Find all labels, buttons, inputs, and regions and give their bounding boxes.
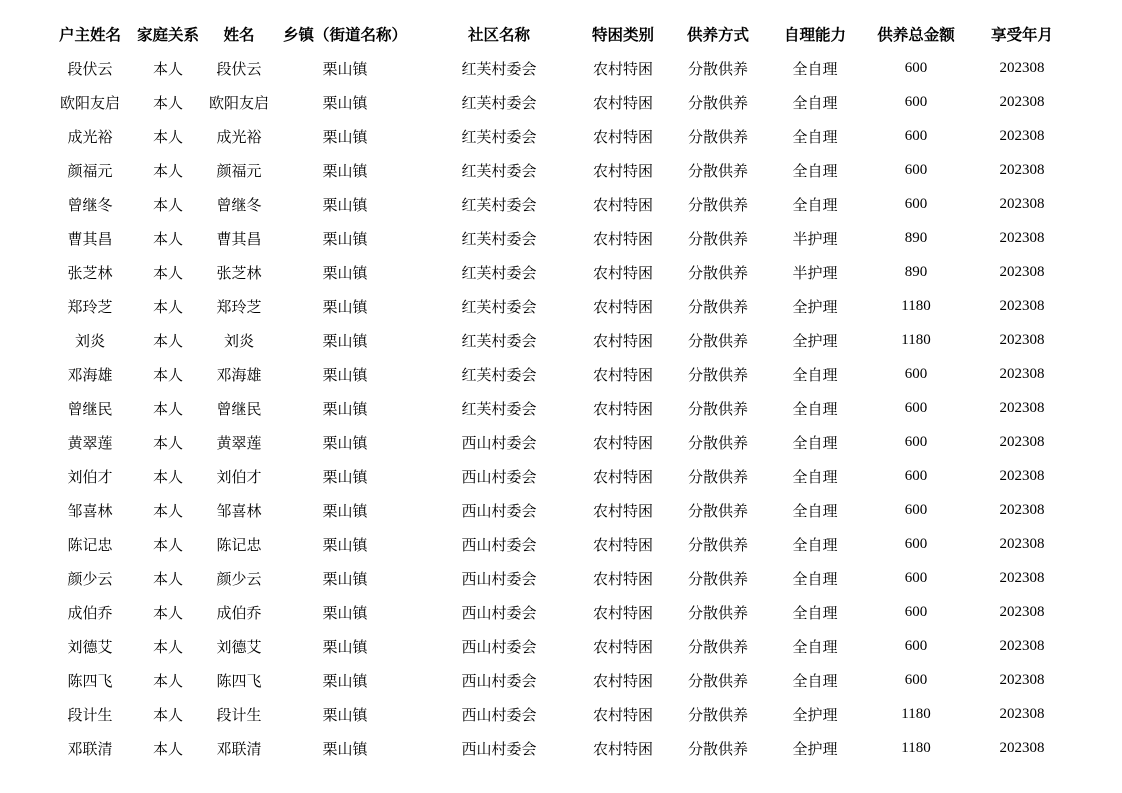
cell-col-relation: 本人 [152, 569, 183, 588]
cell-col-household-head: 刘炎 [74, 331, 105, 350]
cell-col-household-head: 邹喜林 [67, 501, 113, 520]
cell-col-relation: 本人 [152, 365, 183, 384]
header-col-self-care: 自理能力 [783, 25, 846, 44]
cell-col-category: 农村特困 [592, 263, 653, 282]
cell-col-month: 202308 [999, 93, 1045, 110]
cell-col-self-care: 全自理 [792, 93, 838, 112]
cell-col-community: 红芙村委会 [461, 127, 537, 146]
cell-col-name: 张芝林 [216, 263, 262, 282]
table-row [50, 187, 1072, 221]
cell-col-relation: 本人 [152, 229, 183, 248]
cell-col-category: 农村特困 [592, 59, 653, 78]
cell-col-amount: 600 [904, 399, 928, 416]
table-row [50, 153, 1072, 187]
cell-col-community: 红芙村委会 [461, 365, 537, 384]
cell-col-month: 202308 [999, 569, 1045, 586]
cell-col-category: 农村特困 [592, 127, 653, 146]
cell-col-amount: 890 [904, 229, 928, 246]
table-row [50, 561, 1072, 595]
cell-col-name: 邹喜林 [216, 501, 262, 520]
cell-col-relation: 本人 [152, 671, 183, 690]
header-col-month: 享受年月 [990, 25, 1053, 44]
header-col-category: 特困类别 [591, 25, 654, 44]
cell-col-self-care: 全自理 [792, 161, 838, 180]
cell-col-self-care: 全自理 [792, 433, 838, 452]
cell-col-name: 邓联清 [216, 739, 262, 758]
cell-col-self-care: 全护理 [792, 705, 838, 724]
cell-col-category: 农村特困 [592, 569, 653, 588]
cell-col-household-head: 段计生 [67, 705, 113, 724]
cell-col-support-mode: 分散供养 [687, 331, 748, 350]
cell-col-household-head: 邓海雄 [67, 365, 113, 384]
cell-col-name: 成伯乔 [216, 603, 262, 622]
cell-col-self-care: 半护理 [792, 229, 838, 248]
cell-col-support-mode: 分散供养 [687, 93, 748, 112]
table-row [50, 391, 1072, 425]
cell-col-township: 栗山镇 [322, 671, 368, 690]
cell-col-community: 红芙村委会 [461, 59, 537, 78]
cell-col-name: 成光裕 [216, 127, 262, 146]
cell-col-amount: 600 [904, 161, 928, 178]
cell-col-amount: 600 [904, 59, 928, 76]
cell-col-self-care: 全自理 [792, 603, 838, 622]
cell-col-relation: 本人 [152, 603, 183, 622]
table-row [50, 425, 1072, 459]
support-recipients-table [50, 17, 1072, 765]
cell-col-self-care: 全自理 [792, 535, 838, 554]
cell-col-household-head: 刘德艾 [67, 637, 113, 656]
header-row [50, 17, 1072, 51]
cell-col-amount: 600 [904, 433, 928, 450]
cell-col-self-care: 全自理 [792, 501, 838, 520]
cell-col-township: 栗山镇 [322, 467, 368, 486]
cell-col-month: 202308 [999, 603, 1045, 620]
cell-col-household-head: 段伏云 [67, 59, 113, 78]
cell-col-household-head: 颜少云 [67, 569, 113, 588]
cell-col-community: 红芙村委会 [461, 195, 537, 214]
cell-col-month: 202308 [999, 195, 1045, 212]
table-row [50, 289, 1072, 323]
cell-col-relation: 本人 [152, 127, 183, 146]
cell-col-category: 农村特困 [592, 297, 653, 316]
cell-col-amount: 600 [904, 195, 928, 212]
cell-col-name: 段计生 [216, 705, 262, 724]
cell-col-amount: 600 [904, 501, 928, 518]
cell-col-community: 红芙村委会 [461, 297, 537, 316]
cell-col-community: 红芙村委会 [461, 331, 537, 350]
cell-col-month: 202308 [999, 671, 1045, 688]
cell-col-self-care: 全自理 [792, 399, 838, 418]
cell-col-household-head: 颜福元 [67, 161, 113, 180]
header-col-relation: 家庭关系 [136, 25, 199, 44]
header-col-household-head: 户主姓名 [58, 25, 121, 44]
cell-col-support-mode: 分散供养 [687, 569, 748, 588]
table-row [50, 493, 1072, 527]
cell-col-name: 刘伯才 [216, 467, 262, 486]
cell-col-township: 栗山镇 [322, 297, 368, 316]
cell-col-community: 西山村委会 [461, 671, 537, 690]
header-col-amount: 供养总金额 [877, 25, 955, 44]
cell-col-community: 西山村委会 [461, 535, 537, 554]
cell-col-name: 陈四飞 [216, 671, 262, 690]
cell-col-name: 曾继民 [216, 399, 262, 418]
cell-col-name: 刘德艾 [216, 637, 262, 656]
cell-col-township: 栗山镇 [322, 569, 368, 588]
cell-col-township: 栗山镇 [322, 637, 368, 656]
cell-col-township: 栗山镇 [322, 433, 368, 452]
cell-col-relation: 本人 [152, 501, 183, 520]
cell-col-name: 邓海雄 [216, 365, 262, 384]
cell-col-support-mode: 分散供养 [687, 161, 748, 180]
table-row [50, 527, 1072, 561]
cell-col-month: 202308 [999, 229, 1045, 246]
cell-col-category: 农村特困 [592, 705, 653, 724]
cell-col-community: 西山村委会 [461, 739, 537, 758]
cell-col-household-head: 曾继冬 [67, 195, 113, 214]
cell-col-relation: 本人 [152, 467, 183, 486]
cell-col-household-head: 成伯乔 [67, 603, 113, 622]
table-row [50, 51, 1072, 85]
cell-col-amount: 1180 [901, 331, 931, 348]
cell-col-township: 栗山镇 [322, 127, 368, 146]
cell-col-community: 西山村委会 [461, 501, 537, 520]
cell-col-community: 西山村委会 [461, 705, 537, 724]
cell-col-amount: 1180 [901, 297, 931, 314]
cell-col-month: 202308 [999, 705, 1045, 722]
cell-col-amount: 600 [904, 637, 928, 654]
cell-col-month: 202308 [999, 739, 1045, 756]
cell-col-category: 农村特困 [592, 331, 653, 350]
cell-col-amount: 600 [904, 365, 928, 382]
cell-col-self-care: 全自理 [792, 671, 838, 690]
cell-col-category: 农村特困 [592, 195, 653, 214]
table-row [50, 255, 1072, 289]
cell-col-month: 202308 [999, 263, 1045, 280]
cell-col-support-mode: 分散供养 [687, 467, 748, 486]
cell-col-relation: 本人 [152, 59, 183, 78]
table-row [50, 629, 1072, 663]
cell-col-household-head: 曾继民 [67, 399, 113, 418]
cell-col-name: 颜福元 [216, 161, 262, 180]
cell-col-month: 202308 [999, 433, 1045, 450]
table-row [50, 697, 1072, 731]
cell-col-month: 202308 [999, 331, 1045, 348]
cell-col-month: 202308 [999, 127, 1045, 144]
cell-col-relation: 本人 [152, 331, 183, 350]
cell-col-community: 红芙村委会 [461, 399, 537, 418]
cell-col-township: 栗山镇 [322, 263, 368, 282]
cell-col-category: 农村特困 [592, 433, 653, 452]
cell-col-category: 农村特困 [592, 603, 653, 622]
cell-col-category: 农村特困 [592, 501, 653, 520]
cell-col-name: 段伏云 [216, 59, 262, 78]
cell-col-household-head: 曹其昌 [67, 229, 113, 248]
cell-col-name: 曹其昌 [216, 229, 262, 248]
cell-col-relation: 本人 [152, 93, 183, 112]
cell-col-name: 刘炎 [223, 331, 254, 350]
cell-col-month: 202308 [999, 535, 1045, 552]
cell-col-township: 栗山镇 [322, 705, 368, 724]
cell-col-name: 欧阳友启 [208, 93, 269, 112]
table-row [50, 221, 1072, 255]
cell-col-household-head: 黄翠莲 [67, 433, 113, 452]
cell-col-community: 红芙村委会 [461, 93, 537, 112]
cell-col-community: 红芙村委会 [461, 263, 537, 282]
cell-col-relation: 本人 [152, 263, 183, 282]
cell-col-self-care: 半护理 [792, 263, 838, 282]
cell-col-township: 栗山镇 [322, 501, 368, 520]
cell-col-category: 农村特困 [592, 535, 653, 554]
cell-col-amount: 600 [904, 569, 928, 586]
cell-col-month: 202308 [999, 59, 1045, 76]
cell-col-name: 曾继冬 [216, 195, 262, 214]
table-row [50, 731, 1072, 765]
table-row [50, 459, 1072, 493]
cell-col-amount: 890 [904, 263, 928, 280]
cell-col-category: 农村特困 [592, 467, 653, 486]
cell-col-name: 郑玲芝 [216, 297, 262, 316]
cell-col-township: 栗山镇 [322, 229, 368, 248]
cell-col-township: 栗山镇 [322, 331, 368, 350]
cell-col-relation: 本人 [152, 433, 183, 452]
cell-col-household-head: 陈记忠 [67, 535, 113, 554]
cell-col-amount: 600 [904, 93, 928, 110]
cell-col-support-mode: 分散供养 [687, 195, 748, 214]
cell-col-support-mode: 分散供养 [687, 637, 748, 656]
cell-col-support-mode: 分散供养 [687, 603, 748, 622]
cell-col-category: 农村特困 [592, 637, 653, 656]
cell-col-category: 农村特困 [592, 671, 653, 690]
cell-col-support-mode: 分散供养 [687, 229, 748, 248]
cell-col-relation: 本人 [152, 297, 183, 316]
cell-col-month: 202308 [999, 399, 1045, 416]
header-col-support-mode: 供养方式 [686, 25, 749, 44]
cell-col-month: 202308 [999, 161, 1045, 178]
cell-col-household-head: 欧阳友启 [59, 93, 120, 112]
cell-col-community: 红芙村委会 [461, 161, 537, 180]
cell-col-self-care: 全自理 [792, 637, 838, 656]
cell-col-category: 农村特困 [592, 229, 653, 248]
cell-col-township: 栗山镇 [322, 195, 368, 214]
cell-col-self-care: 全自理 [792, 365, 838, 384]
cell-col-category: 农村特困 [592, 161, 653, 180]
cell-col-self-care: 全自理 [792, 195, 838, 214]
table-row [50, 85, 1072, 119]
cell-col-relation: 本人 [152, 705, 183, 724]
cell-col-community: 西山村委会 [461, 637, 537, 656]
cell-col-category: 农村特困 [592, 399, 653, 418]
cell-col-amount: 600 [904, 671, 928, 688]
cell-col-self-care: 全自理 [792, 59, 838, 78]
cell-col-amount: 600 [904, 603, 928, 620]
cell-col-relation: 本人 [152, 195, 183, 214]
cell-col-community: 西山村委会 [461, 433, 537, 452]
cell-col-name: 颜少云 [216, 569, 262, 588]
cell-col-self-care: 全护理 [792, 331, 838, 350]
cell-col-relation: 本人 [152, 739, 183, 758]
cell-col-household-head: 张芝林 [67, 263, 113, 282]
cell-col-month: 202308 [999, 637, 1045, 654]
cell-col-township: 栗山镇 [322, 603, 368, 622]
cell-col-month: 202308 [999, 297, 1045, 314]
cell-col-self-care: 全自理 [792, 467, 838, 486]
cell-col-category: 农村特困 [592, 93, 653, 112]
cell-col-category: 农村特困 [592, 365, 653, 384]
cell-col-name: 陈记忠 [216, 535, 262, 554]
cell-col-community: 西山村委会 [461, 467, 537, 486]
cell-col-support-mode: 分散供养 [687, 535, 748, 554]
header-col-community: 社区名称 [467, 25, 530, 44]
cell-col-relation: 本人 [152, 637, 183, 656]
cell-col-category: 农村特困 [592, 739, 653, 758]
cell-col-support-mode: 分散供养 [687, 365, 748, 384]
cell-col-relation: 本人 [152, 399, 183, 418]
header-col-township: 乡镇（街道名称） [282, 25, 407, 44]
cell-col-support-mode: 分散供养 [687, 263, 748, 282]
cell-col-household-head: 陈四飞 [67, 671, 113, 690]
cell-col-community: 西山村委会 [461, 569, 537, 588]
table-body [50, 51, 1072, 765]
cell-col-support-mode: 分散供养 [687, 127, 748, 146]
cell-col-support-mode: 分散供养 [687, 671, 748, 690]
cell-col-township: 栗山镇 [322, 161, 368, 180]
cell-col-amount: 600 [904, 467, 928, 484]
cell-col-township: 栗山镇 [322, 93, 368, 112]
table-row [50, 595, 1072, 629]
cell-col-community: 红芙村委会 [461, 229, 537, 248]
cell-col-support-mode: 分散供养 [687, 399, 748, 418]
cell-col-support-mode: 分散供养 [687, 705, 748, 724]
cell-col-township: 栗山镇 [322, 59, 368, 78]
cell-col-household-head: 邓联清 [67, 739, 113, 758]
table-row [50, 357, 1072, 391]
cell-col-support-mode: 分散供养 [687, 59, 748, 78]
cell-col-township: 栗山镇 [322, 365, 368, 384]
header-col-name: 姓名 [223, 25, 255, 44]
cell-col-month: 202308 [999, 365, 1045, 382]
cell-col-relation: 本人 [152, 161, 183, 180]
cell-col-amount: 600 [904, 535, 928, 552]
cell-col-relation: 本人 [152, 535, 183, 554]
cell-col-township: 栗山镇 [322, 739, 368, 758]
cell-col-support-mode: 分散供养 [687, 297, 748, 316]
cell-col-self-care: 全自理 [792, 569, 838, 588]
cell-col-township: 栗山镇 [322, 399, 368, 418]
cell-col-household-head: 刘伯才 [67, 467, 113, 486]
cell-col-month: 202308 [999, 501, 1045, 518]
cell-col-self-care: 全护理 [792, 297, 838, 316]
cell-col-support-mode: 分散供养 [687, 739, 748, 758]
cell-col-township: 栗山镇 [322, 535, 368, 554]
table-row [50, 119, 1072, 153]
cell-col-support-mode: 分散供养 [687, 501, 748, 520]
cell-col-support-mode: 分散供养 [687, 433, 748, 452]
cell-col-household-head: 成光裕 [67, 127, 113, 146]
cell-col-community: 西山村委会 [461, 603, 537, 622]
cell-col-household-head: 郑玲芝 [67, 297, 113, 316]
table-row [50, 323, 1072, 357]
cell-col-self-care: 全护理 [792, 739, 838, 758]
cell-col-amount: 600 [904, 127, 928, 144]
cell-col-amount: 1180 [901, 739, 931, 756]
table-row [50, 663, 1072, 697]
cell-col-month: 202308 [999, 467, 1045, 484]
cell-col-self-care: 全自理 [792, 127, 838, 146]
cell-col-name: 黄翠莲 [216, 433, 262, 452]
cell-col-amount: 1180 [901, 705, 931, 722]
